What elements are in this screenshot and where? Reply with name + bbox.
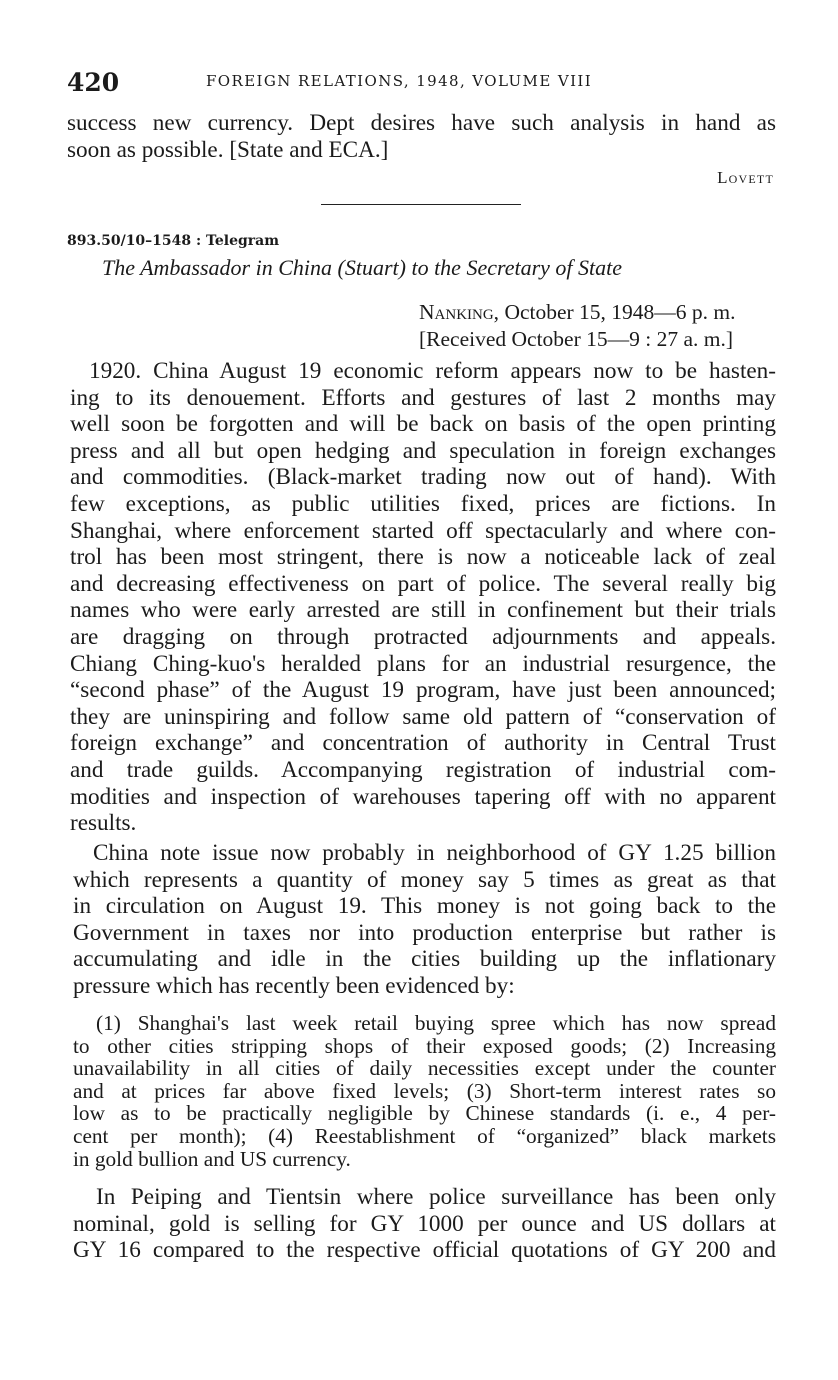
text-line: “second phase” of the August 19 program, have just been announced; [70,677,776,704]
text-line: Chiang Ching-kuo's heralded plans for an industrial resurgence, the [70,650,776,677]
paragraph-4 [73,1184,776,1264]
text-line: accumulating and idle in the cities building up the inflationary [73,946,776,973]
text-line: to other cities stripping shops of their exposed goods; (2) Increasing [73,1033,776,1058]
dateline-time: October 15, 1948—6 p. m. [499,300,736,324]
text-line: Shanghai, where enforcement started off spectacularly and where con- [70,517,776,544]
text-line: which represents a quantity of money say 5 times as great as that [73,866,776,893]
text-line: unavailability in all cities of daily necessities except under the counter [73,1056,776,1081]
text-line: well soon be forgotten and will be back on basis of the open printing [70,411,776,438]
signature: Lovett [717,168,774,187]
text-line: (1) Shanghai's last week retail buying spree which has now spread [96,1011,776,1035]
text-line: 1920. China August 19 economic reform appears now to be hasten- [89,358,776,384]
text-line: modities and inspection of warehouses tapering off with no apparent [70,783,776,810]
page-number: 420 [67,68,120,97]
text-line: In Peiping and Tientsin where police surveillance has been only [96,1184,776,1210]
paragraph-3 [73,1012,776,1170]
text-line: in gold bullion and US currency. [73,1146,351,1171]
text-line: success new currency. Dept desires have such analysis in hand as [67,110,776,136]
section-divider [321,204,521,205]
text-line: cent per month); (4) Reestablishment of “organized” black markets [73,1123,776,1148]
text-line: Government in taxes nor into production enterprise but rather is [73,919,776,946]
text-line: results. [70,810,137,837]
dateline [419,300,736,325]
text-line: GY 16 compared to the respective official quotations of GY 200 and [73,1237,776,1264]
dateline-place: Nanking, [419,300,500,324]
paragraph-2 [73,840,776,1000]
text-line: soon as possible. [State and ECA.] [67,136,389,163]
text-line: are dragging on through protracted adjournments and appeals. [70,623,776,650]
text-line: and at prices far above fixed levels; (3) Short-term interest rates so [73,1078,776,1103]
text-line: pressure which has recently been evidenced by: [73,972,515,999]
received-line: [Received October 15—9 : 27 a. m.] [419,327,734,351]
text-line: in circulation on August 19. This money is not going back to the [73,893,776,920]
text-line: and trade guilds. Accompanying registration of industrial com- [70,756,776,783]
paragraph-1 [70,358,776,837]
text-line: few exceptions, as public utilities fixed, prices are fictions. In [70,490,776,517]
text-line: and decreasing effectiveness on part of police. The several really big [70,570,776,597]
document-id: 893.50/10–1548 : Telegram [67,233,280,249]
text-line: names who were early arrested are still in confinement but their trials [70,597,776,624]
text-line: nominal, gold is selling for GY 1000 per ounce and US dollars at [73,1210,776,1237]
text-line: foreign exchange” and concentration of authority in Central Trust [70,730,776,757]
text-line: press and all but open hedging and speculation in foreign exchanges [70,437,776,464]
text-line: China note issue now probably in neighborhood of GY 1.25 billion [93,840,776,866]
text-line: trol has been most stringent, there is now a noticeable lack of zeal [70,544,776,571]
text-line: and commodities. (Black-market trading now out of hand). With [70,464,776,491]
previous-document-text [67,110,776,163]
text-line: low as to be practically negligible by Chinese standards (i. e., 4 per- [73,1101,776,1126]
running-head: FOREIGN RELATIONS, 1948, VOLUME VIII [206,72,593,90]
document-heading: The Ambassador in China (Stuart) to the Secretary of State [102,255,623,280]
text-line: they are uninspiring and follow same old pattern of “conservation of [70,703,776,730]
text-line: ing to its denouement. Efforts and gestures of last 2 months may [70,384,776,411]
